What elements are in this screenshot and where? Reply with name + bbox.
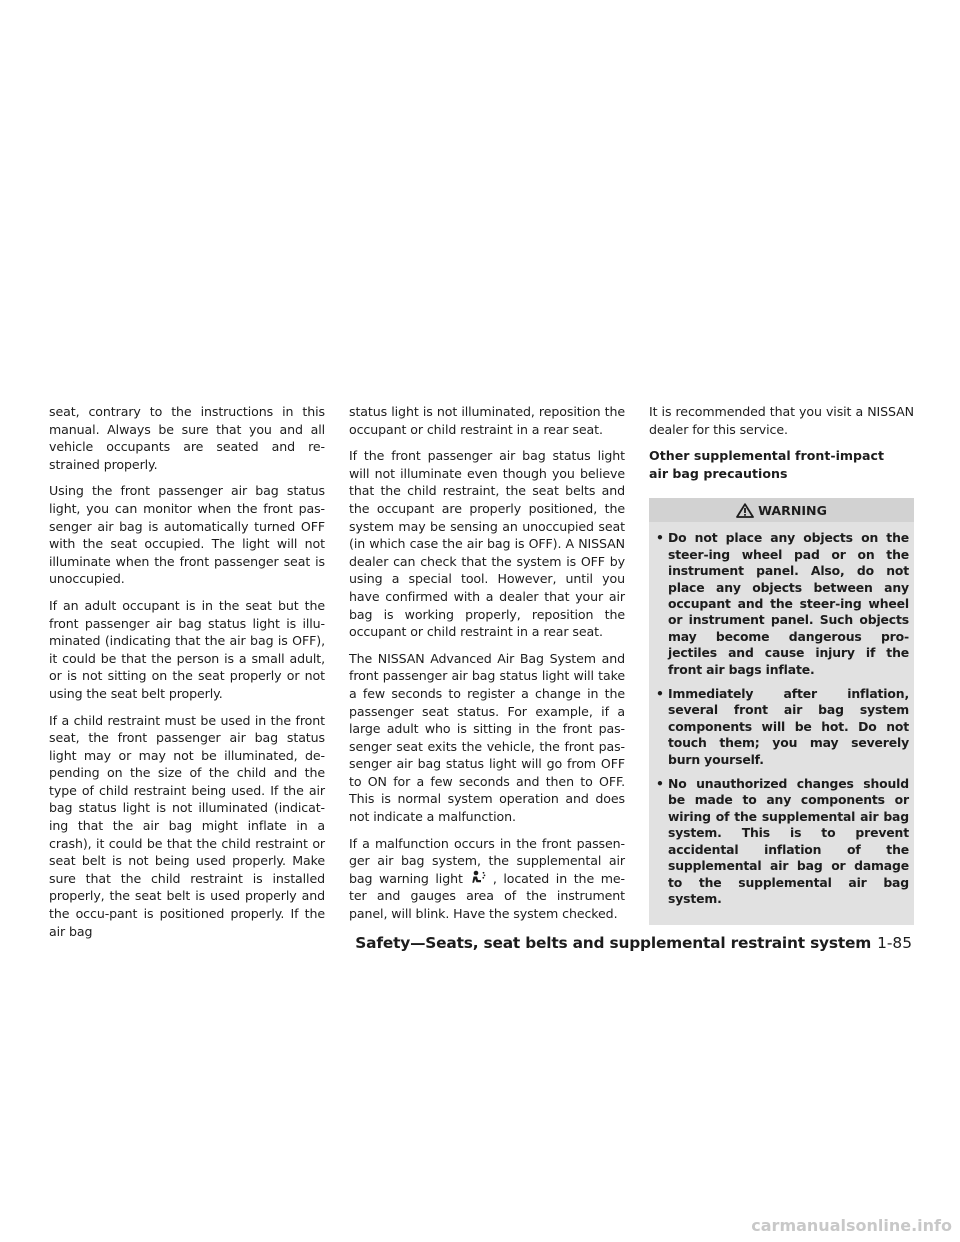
bullet: • bbox=[656, 686, 664, 702]
paragraph: If the front passenger air bag status light will not illuminate even though you believe that the child restraint, the seat belts and the occupant are properly positioned, the system may be sensing an unoccupied seat (in which case the air bag is OFF). A NISSAN dealer can check that the system is OFF by using a special tool. However, until you have confirmed with a dealer that your air bag is working properly, reposition the occupant or child restraint in a rear seat. bbox=[349, 448, 625, 640]
watermark: carmanualsonline.info bbox=[751, 1216, 952, 1235]
warning-title: WARNING bbox=[758, 502, 827, 518]
section-heading-line: air bag precautions bbox=[649, 465, 788, 481]
column-right bbox=[649, 403, 914, 925]
paragraph: status light is not illuminated, reposition the occupant or child restraint in a rear seat. bbox=[349, 404, 625, 437]
airbag-warning-light-icon bbox=[463, 870, 493, 884]
warning-item-text: Immediately after inflation, several front air bag system components will be hot. Do not touch them; you may severely burn yourself. bbox=[668, 686, 909, 767]
paragraph-text-part2: , located in the me-ter and gauges area of the instrument panel, will blink. Have the system checked. bbox=[349, 870, 625, 922]
warning-box bbox=[649, 498, 914, 925]
warning-triangle-icon bbox=[736, 503, 754, 518]
footer-section-title: Safety—Seats, seat belts and supplemental restraint system bbox=[355, 934, 872, 952]
page-number: 1-85 bbox=[877, 934, 912, 952]
warning-header bbox=[649, 498, 914, 522]
bullet: • bbox=[656, 776, 664, 792]
paragraph: seat, contrary to the instructions in this manual. Always be sure that you and all vehicle occupants are seated and re-strained properly. bbox=[49, 404, 325, 472]
paragraph: If a child restraint must be used in the front seat, the front passenger air bag status light may or may not be illuminated, de-pending on the size of the child and the type of child restraint being used. If the air bag status light is not illuminated (indicat-ing that the air bag might inflate in a crash), it could be that the child restraint or seat belt is not being used properly. Make sure that the child restraint is installed properly, the seat belt is used properly and the occu-pant is positioned properly. If the air bag bbox=[49, 712, 325, 939]
paragraph: The NISSAN Advanced Air Bag System and front passenger air bag status light will take a few seconds to register a change in the passenger seat status. For example, if a large adult who is sitting in the front pas-senger seat exits the vehicle, the front pas-senger air bag status light will go from OFF to ON for a few seconds and then to OFF. This is normal system operation and does not indicate a malfunction. bbox=[349, 650, 625, 825]
paragraph-malfunction bbox=[349, 835, 625, 923]
paragraph: It is recommended that you visit a NISSAN dealer for this service. bbox=[649, 404, 914, 437]
bullet: • bbox=[656, 530, 664, 546]
paragraph: If an adult occupant is in the seat but the front passenger air bag status light is illu-minated (indicating that the air bag is OFF), it could be that the person is a small adult, or is not sitting on the seat properly or not using the seat belt properly. bbox=[49, 597, 325, 701]
warning-item-text: Do not place any objects on the steer-ing wheel pad or on the instrument panel. Also, do not place any objects between any occupant and the steer-ing wheel or instrument panel. Such objects may become dangerous pro-jectiles and cause injury if the front air bags inflate. bbox=[668, 530, 909, 677]
warning-item bbox=[649, 686, 914, 768]
warning-item-text: No unauthorized changes should be made to any components or wiring of the supplemental air bag system. This is to prevent accidental inflation of the supplemental air bag or damage to the supplemental air bag system. bbox=[668, 776, 909, 906]
column-left bbox=[49, 403, 325, 949]
page-footer bbox=[0, 934, 912, 952]
section-heading-line: Other supplemental front-impact bbox=[649, 448, 885, 464]
column-middle bbox=[349, 403, 625, 932]
paragraph-text-part1: If a malfunction occurs in the front passen-ger air bag system, the supplemental air bag warning light bbox=[349, 835, 625, 886]
warning-item bbox=[649, 530, 914, 678]
section-heading bbox=[649, 447, 914, 482]
paragraph: Using the front passenger air bag status light, you can monitor when the front pas-senger air bag is automatically turned OFF with the seat occupied. The light will not illuminate when the front passenger seat is unoccupied. bbox=[49, 483, 325, 587]
warning-item bbox=[649, 776, 914, 907]
